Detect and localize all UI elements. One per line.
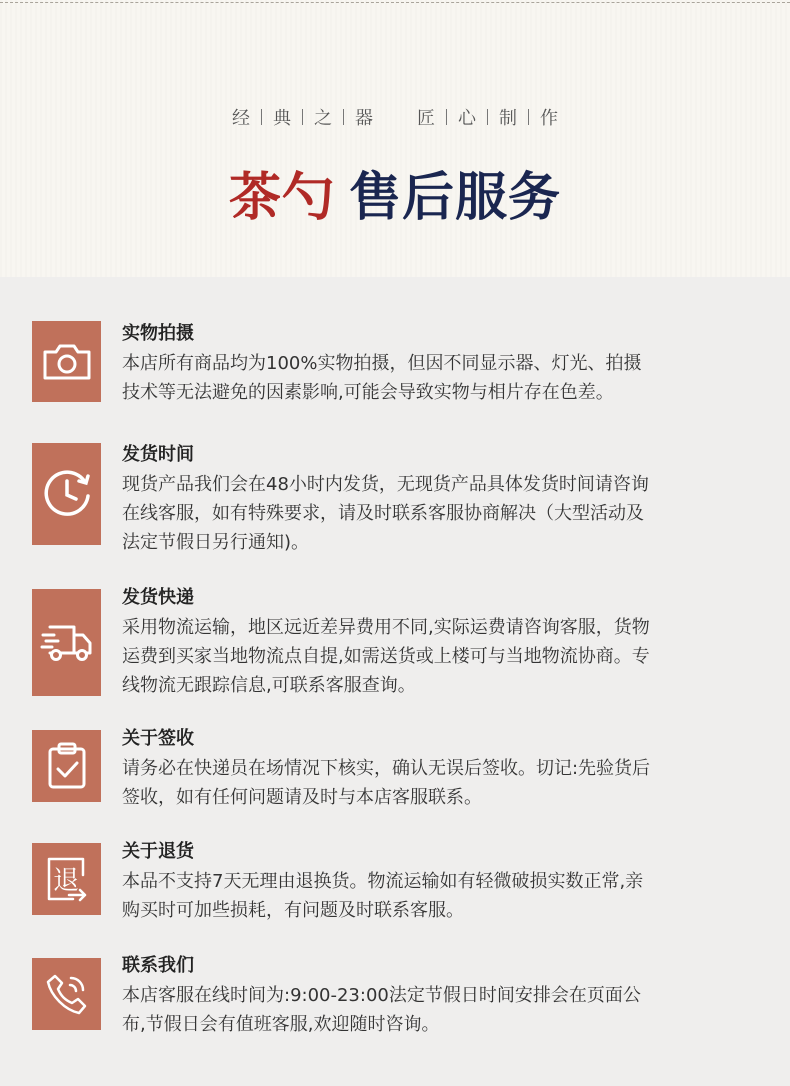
item-line: 现货产品我们会在48小时内发货，无现货产品具体发货时间请咨询: [122, 474, 649, 495]
page-title: [0, 155, 790, 230]
slogan-char: 器: [355, 108, 373, 129]
item-line: 采用物流运输，地区远近差异费用不同,实际运费请咨询客服，货物: [122, 617, 650, 638]
item-body: [122, 981, 772, 1039]
item-title: 发货快递: [122, 587, 194, 608]
slogan: [0, 104, 790, 130]
item-title: 实物拍摄: [122, 323, 194, 344]
header: [0, 0, 790, 277]
item-body: [122, 754, 772, 812]
camera-icon: [32, 321, 101, 402]
item-line: 本店客服在线时间为:9:00-23:00法定节假日时间安排会在页面公: [122, 985, 641, 1006]
slogan-char: 之: [314, 108, 332, 129]
clock-icon: [32, 443, 101, 545]
delivery-truck-icon: [32, 589, 101, 696]
item-line: 技术等无法避免的因素影响,可能会导致实物与相片存在色差。: [122, 382, 614, 403]
slogan-char: 作: [540, 108, 558, 129]
item-title: 联系我们: [122, 955, 194, 976]
item-title: 关于退货: [122, 841, 194, 862]
item-title: 发货时间: [122, 444, 194, 465]
item-line: 线物流无跟踪信息,可联系客服查询。: [122, 675, 416, 696]
item-line: 本店所有商品均为100%实物拍摄，但因不同显示器、灯光、拍摄: [122, 353, 642, 374]
slogan-char: 经: [232, 108, 250, 129]
slogan-char: 典: [273, 108, 291, 129]
item-line: 购买时可加些损耗，有问题及时联系客服。: [122, 900, 464, 921]
dashed-divider: [0, 2, 790, 3]
slogan-char: 匠: [417, 108, 435, 129]
item-line: 运费到买家当地物流点自提,如需送货或上楼可与当地物流协商。专: [122, 646, 650, 667]
item-line: 布,节假日会有值班客服,欢迎随时咨询。: [122, 1014, 440, 1035]
item-line: 本品不支持7天无理由退换货。物流运输如有轻微破损实数正常,亲: [122, 871, 644, 892]
return-glyph: 退: [52, 866, 79, 896]
title-service: 售后服务: [349, 168, 562, 228]
title-product: 茶勺: [228, 168, 335, 228]
item-body: [122, 470, 772, 557]
clipboard-check-icon: [32, 730, 101, 802]
item-body: [122, 349, 772, 407]
item-body: [122, 867, 772, 925]
item-line: 在线客服，如有特殊要求，请及时联系客服协商解决（大型活动及: [122, 503, 644, 524]
item-body: [122, 613, 772, 700]
slogan-char: 制: [499, 108, 517, 129]
item-line: 请务必在快递员在场情况下核实，确认无误后签收。切记:先验货后: [122, 758, 651, 779]
item-title: 关于签收: [122, 728, 194, 749]
return-icon: [32, 843, 101, 915]
slogan-char: 心: [458, 108, 476, 129]
item-line: 签收，如有任何问题请及时与本店客服联系。: [122, 787, 482, 808]
item-line: 法定节假日另行通知)。: [122, 532, 310, 553]
phone-icon: [32, 958, 101, 1030]
